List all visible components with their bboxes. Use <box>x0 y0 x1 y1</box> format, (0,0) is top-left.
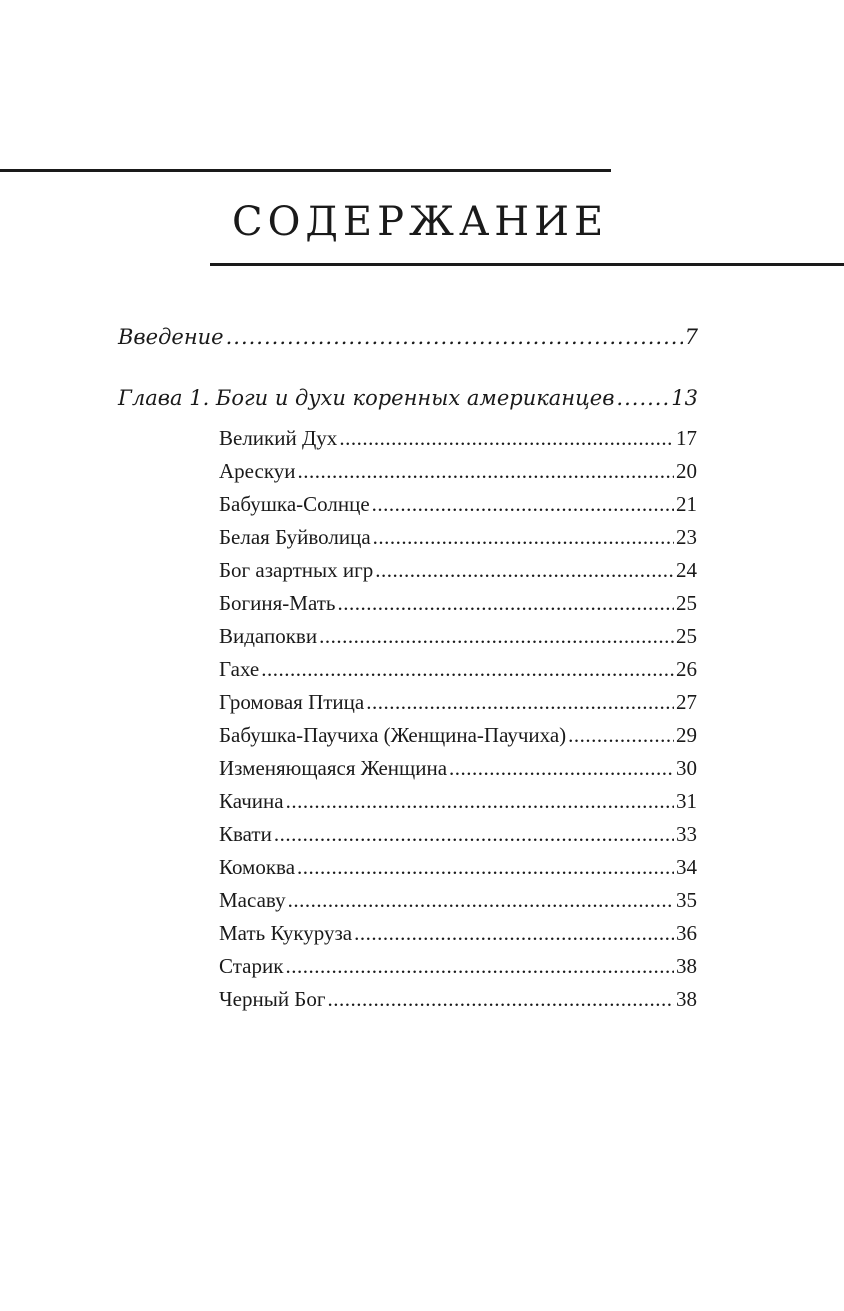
toc-section-entry[interactable] <box>219 489 697 519</box>
toc-entry-label: Великий Дух <box>219 426 338 450</box>
toc-entry-page: 13 <box>671 386 698 410</box>
toc-entry-label: Бабушка-Солнце <box>219 492 370 516</box>
toc-section-entry[interactable] <box>219 654 697 684</box>
toc-entry-label: Введение <box>118 325 224 349</box>
toc-section-entry[interactable] <box>219 522 697 552</box>
toc-section-entry[interactable] <box>219 852 697 882</box>
toc-entry-label: Арескуи <box>219 459 296 483</box>
toc-dot-leader <box>616 383 669 413</box>
toc-entry-label: Масаву <box>219 888 286 912</box>
toc-dot-leader <box>372 489 674 519</box>
toc-entry-page: 20 <box>676 459 697 483</box>
toc-entry-label: Бабушка-Паучиха (Женщина-Паучиха) <box>219 723 567 747</box>
toc-dot-leader <box>261 654 674 684</box>
toc-section-entry[interactable] <box>219 951 697 981</box>
toc-dot-leader <box>568 720 674 750</box>
top-divider <box>0 169 611 172</box>
toc-entry-label: Квати <box>219 822 272 846</box>
toc-entry-page: 29 <box>676 723 697 747</box>
toc-dot-leader <box>226 322 683 352</box>
toc-entry-page: 25 <box>676 624 697 648</box>
toc-entry-label: Комоква <box>219 855 296 879</box>
toc-entry-label: Гахе <box>219 657 260 681</box>
toc-dot-leader <box>338 588 674 618</box>
toc-dot-leader <box>449 753 674 783</box>
toc-entry-label: Изменяющаяся Женщина <box>219 756 448 780</box>
toc-entry-label: Бог азартных игр <box>219 558 374 582</box>
toc-entry-page: 23 <box>676 525 697 549</box>
toc-dot-leader <box>297 852 674 882</box>
toc-section-entry[interactable] <box>219 621 697 651</box>
toc-section-entry[interactable] <box>219 984 697 1014</box>
toc-dot-leader <box>319 621 674 651</box>
toc-dot-leader <box>327 984 674 1014</box>
bottom-divider <box>210 263 844 266</box>
toc-entry-page: 35 <box>676 888 697 912</box>
toc-dot-leader <box>297 456 674 486</box>
toc-entry-page: 31 <box>676 789 697 813</box>
toc-entry-label: Богиня-Мать <box>219 591 336 615</box>
toc-section-entry[interactable] <box>219 687 697 717</box>
toc-section-entry[interactable] <box>219 786 697 816</box>
toc-section-entry[interactable] <box>219 918 697 948</box>
toc-entry-label: Черный Бог <box>219 987 326 1011</box>
toc-entry-label: Качина <box>219 789 284 813</box>
toc-dot-leader <box>366 687 674 717</box>
toc-dot-leader <box>354 918 674 948</box>
toc-entry-label: Видапокви <box>219 624 318 648</box>
toc-section-entry[interactable] <box>219 753 697 783</box>
toc-entry-introduction[interactable] <box>118 322 698 352</box>
toc-section-entry[interactable] <box>219 555 697 585</box>
toc-entry-page: 38 <box>676 954 697 978</box>
toc-entry-page: 7 <box>684 325 698 349</box>
toc-entry-page: 26 <box>676 657 697 681</box>
page-title: СОДЕРЖАНИЕ <box>232 199 609 245</box>
toc-entry-label: Громовая Птица <box>219 690 365 714</box>
toc-dot-leader <box>286 786 674 816</box>
toc-section-entry[interactable] <box>219 456 697 486</box>
toc-entry-page: 25 <box>676 591 697 615</box>
toc-entry-label: Белая Буйволица <box>219 525 371 549</box>
toc-entry-label: Мать Кукуруза <box>219 921 353 945</box>
toc-entry-page: 33 <box>676 822 697 846</box>
toc-dot-leader <box>373 522 674 552</box>
toc-entry-page: 27 <box>676 690 697 714</box>
toc-dot-leader <box>288 885 674 915</box>
toc-entry-page: 34 <box>676 855 697 879</box>
toc-entry-label: Глава 1. Боги и духи коренных американцев <box>118 386 615 410</box>
toc-entry-label: Старик <box>219 954 284 978</box>
toc-section-entry[interactable] <box>219 885 697 915</box>
toc-entry-page: 17 <box>676 426 697 450</box>
toc-dot-leader <box>274 819 674 849</box>
toc-entry-page: 21 <box>676 492 697 516</box>
toc-section-entry[interactable] <box>219 588 697 618</box>
toc-entry-page: 30 <box>676 756 697 780</box>
toc-dot-leader <box>285 951 674 981</box>
toc-section-entry[interactable] <box>219 819 697 849</box>
toc-entry-page: 38 <box>676 987 697 1011</box>
toc-section-entry[interactable] <box>219 720 697 750</box>
toc-entry-page: 24 <box>676 558 697 582</box>
toc-section-entry[interactable] <box>219 423 697 453</box>
toc-entry-chapter-1[interactable] <box>118 383 698 413</box>
toc-dot-leader <box>339 423 674 453</box>
toc-entry-page: 36 <box>676 921 697 945</box>
toc-dot-leader <box>375 555 674 585</box>
